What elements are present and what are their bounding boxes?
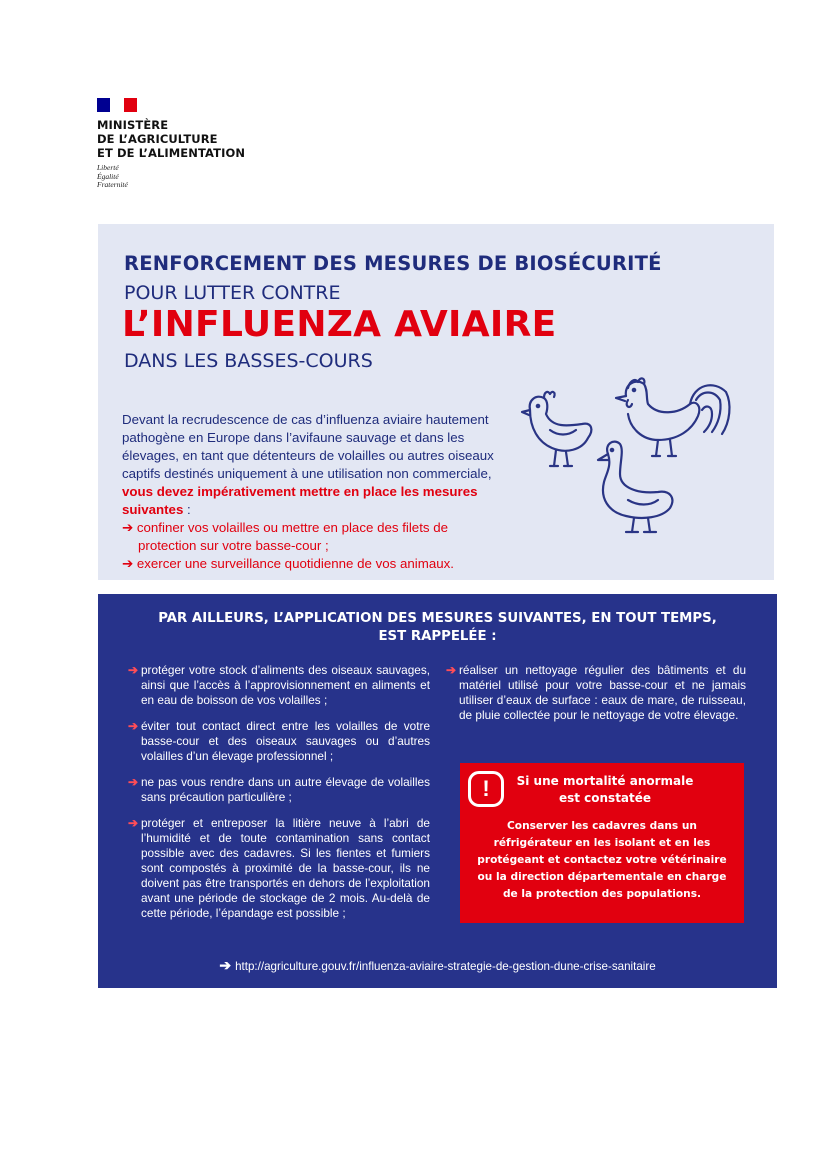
flag-blue [97, 98, 110, 112]
info-link[interactable]: http://agriculture.gouv.fr/influenza-aviaire-strategie-de-gestion-dune-crise-sanitaire [235, 960, 656, 973]
arrow-icon: ➔ [128, 719, 139, 733]
arrow-icon: ➔ [122, 520, 134, 535]
measures-title-line: PAR AILLEURS, L’APPLICATION DES MESURES SUIVANTES, EN TOUT TEMPS, [158, 611, 717, 626]
intro-bullet: ➔ confiner vos volailles ou mettre en place des filets de protection sur votre basse-cour ; [122, 520, 449, 553]
intro-emphasis: vous devez impérativement mettre en place les mesures suivantes [122, 484, 478, 517]
arrow-icon: ➔ [122, 556, 134, 571]
marianne-flag-icon [97, 98, 137, 112]
intro-panel [98, 224, 774, 580]
ministry-name [97, 118, 245, 160]
ministry-line: DE L’AGRICULTURE [97, 132, 218, 146]
ministry-line: MINISTÈRE [97, 118, 169, 132]
alert-body: Conserver les cadavres dans un réfrigérateur en les isolant et en les protégeant et contactez votre vétérinaire ou la direction départementale en charge de la protection des populations. [477, 820, 727, 900]
alert-heading-line: Si une mortalité anormale [516, 774, 694, 788]
intro-colon: : [183, 502, 191, 517]
motto-line: Liberté [97, 163, 119, 172]
arrow-icon: ➔ [128, 775, 139, 789]
warning-icon: ! [468, 771, 504, 807]
goose-icon [598, 442, 672, 532]
headline-scope: DANS LES BASSES-COURS [124, 350, 373, 372]
measures-panel [98, 594, 777, 988]
poultry-illustration [508, 370, 748, 550]
headline-biosecurity: RENFORCEMENT DES MESURES DE BIOSÉCURITÉ [124, 252, 662, 275]
measure-item: ➔ réaliser un nettoyage régulier des bâtiments et du matériel utilisé pour votre basse-cour et ne jamais utiliser d’eaux de surface : eaux de mare, de ruisseau, de pluie collectée pour le nettoyage de votre élevage. [446, 663, 746, 722]
measures-left-column [128, 663, 430, 932]
alert-heading [510, 773, 700, 807]
headline-main: L’INFLUENZA AVIAIRE [122, 304, 557, 345]
measure-item: ➔ ne pas vous rendre dans un autre élevage de volailles sans précaution particulière ; [128, 775, 430, 804]
headline-subtitle: POUR LUTTER CONTRE [124, 282, 341, 304]
measure-item: ➔ protéger votre stock d’aliments des oiseaux sauvages, ainsi que l’accès à l’approvisionnement en aliments et en eau de boisson de vos volailles ; [128, 663, 430, 707]
measures-title-line: EST RAPPELÉE : [378, 629, 497, 644]
info-link-row[interactable] [98, 957, 777, 974]
ministry-line: ET DE L’ALIMENTATION [97, 146, 246, 160]
intro-paragraph: Devant la recrudescence de cas d’influenza aviaire hautement pathogène en Europe dans l’avifaune sauvage et dans les élevages, en tant que détenteurs de volailles ou autres oiseaux captifs destinés uniquement à une utilisation non commerciale, [122, 412, 494, 481]
arrow-icon: ➔ [128, 663, 139, 677]
republic-motto [97, 164, 245, 190]
intro-bullet: ➔ exercer une surveillance quotidienne de vos animaux. [122, 556, 454, 571]
alert-heading-line: est constatée [558, 791, 652, 805]
rooster-icon [616, 378, 729, 456]
intro-text [122, 411, 502, 573]
measure-item: ➔ protéger et entreposer la litière neuve à l’abri de l’humidité et de toute contamination sans contact possible avec des cadavres. Si les fientes et fumiers sont compostés à proximité de la basse-cour, ils ne doivent pas être transportés en dehors de l’exploitation avant une période de stockage de 2 mois. Au-delà de cette période, l’épandage est possible ; [128, 816, 430, 920]
measures-right-column [446, 663, 746, 734]
motto-line: Égalité [97, 171, 119, 181]
ministry-logo [97, 98, 245, 190]
arrow-icon: ➔ [446, 663, 457, 677]
hen-icon [522, 392, 591, 466]
motto-line: Fraternité [97, 180, 128, 189]
measures-title [98, 610, 777, 646]
flag-red [124, 98, 137, 112]
arrow-icon: ➔ [128, 816, 139, 830]
measure-item: ➔ éviter tout contact direct entre les volailles de votre basse-cour et des oiseaux sauvages ou d’autres volailles d’un élevage professionnel ; [128, 719, 430, 763]
mortality-alert-box [460, 763, 744, 923]
arrow-icon: ➔ [219, 957, 232, 973]
flag-white [110, 98, 123, 112]
